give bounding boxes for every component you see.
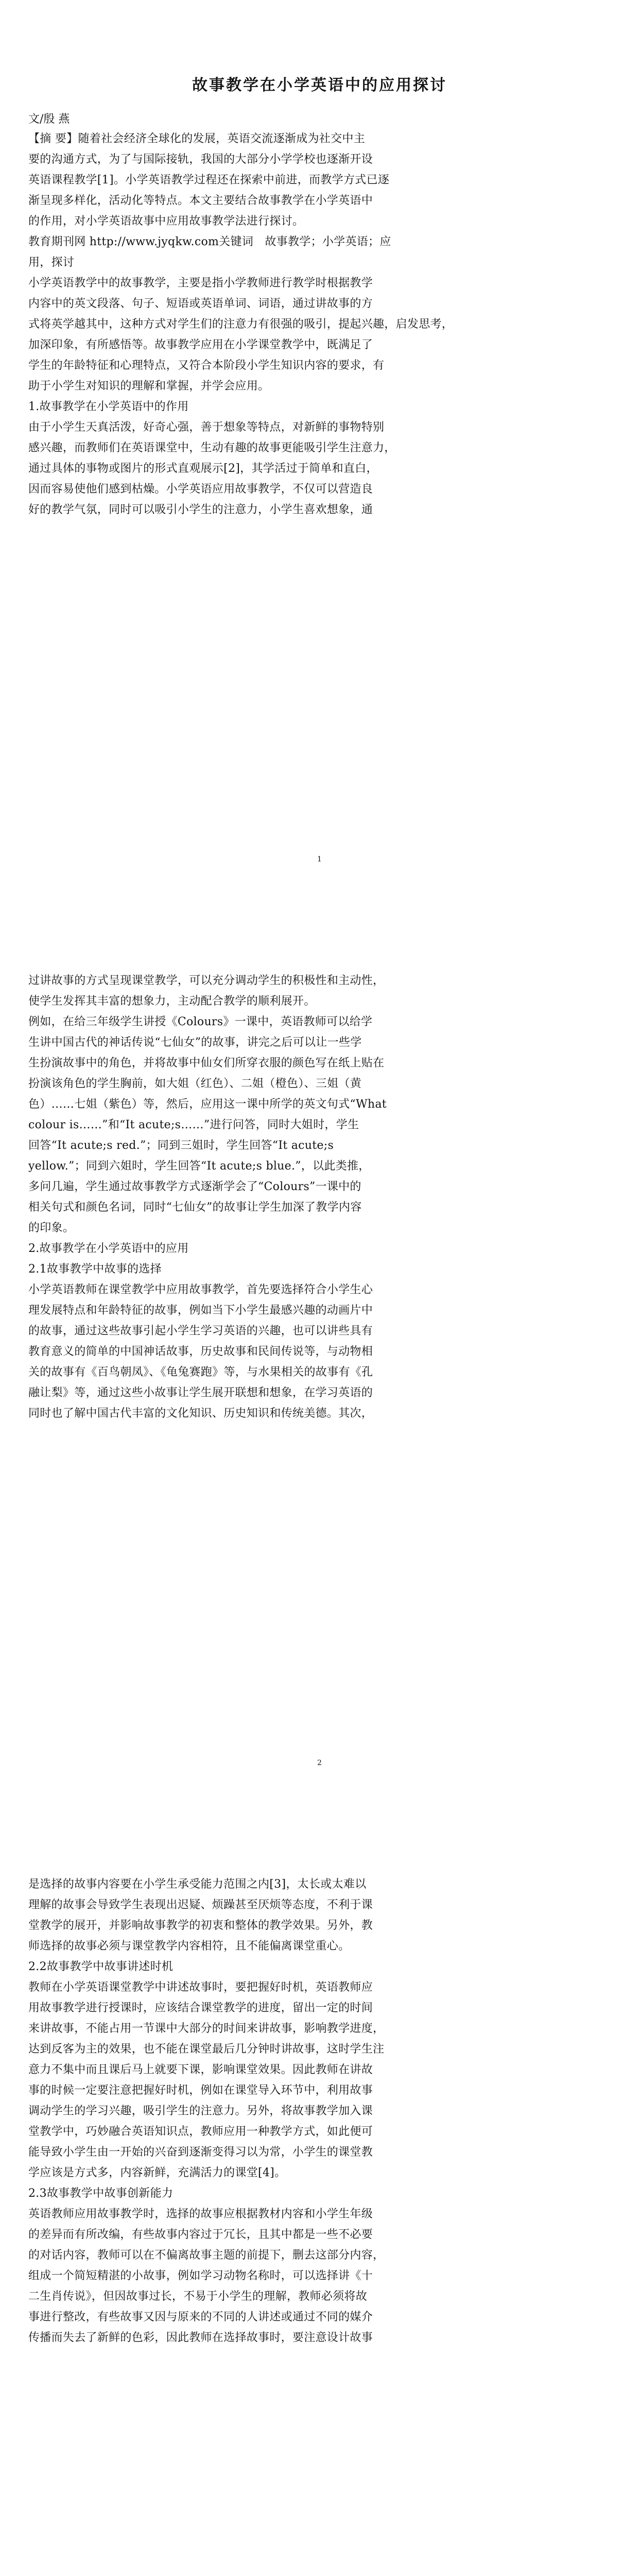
- page-3: [0, 1807, 639, 2576]
- text-line: 内容中的英文段落、句子、短语或英语单词、词语，通过讲故事的方: [28, 297, 373, 310]
- text-line: 学应该是方式多，内容新鲜，充满活力的课堂[4]。: [28, 2166, 286, 2179]
- text-line: 教育期刊网 http://www.jyqkw.com关键词 故事教学；小学英语；应: [28, 235, 391, 248]
- text-line: 能导致小学生由一开始的兴奋到逐渐变得习以为常，小学生的课堂教: [28, 2146, 373, 2159]
- text-line: 加深印象，有所感悟等。故事教学应用在小学课堂教学中，既满足了: [28, 338, 373, 351]
- text-line: 用故事教学进行授课时，应该结合课堂教学的进度，留出一定的时间: [28, 2002, 373, 2014]
- text-line: 例如，在给三年级学生讲授《Colours》一课中，英语教师可以给学: [28, 1015, 373, 1028]
- text-line: 的差异而有所改编，有些故事内容过于冗长，且其中都是一些不必要: [28, 2228, 373, 2241]
- page-number-2: 2: [317, 1759, 322, 1767]
- text-line: 回答“It acute;s red.”；同到三姐时，学生回答“It acute;s: [28, 1139, 334, 1152]
- article-title: 故事教学在小学英语中的应用探讨: [192, 76, 447, 94]
- text-line: 使学生发挥其丰富的想象力，主动配合教学的顺利展开。: [28, 995, 316, 1008]
- text-line: 由于小学生天真活泼，好奇心强，善于想象等特点，对新鲜的事物特别: [28, 421, 385, 434]
- text-line: 生讲中国古代的神话传说“七仙女”的故事，讲完之后可以让一些学: [28, 1036, 362, 1049]
- text-line: 是选择的故事内容要在小学生承受能力范围之内[3]，太长或太难以: [28, 1878, 367, 1891]
- text-line: 事进行整改，有些故事又因与原来的不同的人讲述或通过不同的媒介: [28, 2311, 373, 2324]
- text-line: 堂教学的展开，并影响故事教学的初衷和整体的教学效果。另外，教: [28, 1919, 373, 1932]
- text-line: 英语课程教学[1]。小学英语教学过程还在探索中前进，而教学方式已逐: [28, 174, 390, 187]
- text-line: 2.1故事教学中故事的选择: [28, 1263, 162, 1276]
- text-line: 组成一个简短精湛的小故事，例如学习动物名称时，可以选择讲《十: [28, 2269, 373, 2282]
- text-line: 扮演该角色的学生胸前，如大姐（红色）、二姐（橙色）、三姐（黄: [28, 1077, 362, 1090]
- text-line: 色）……七姐（紫色）等，然后，应用这一课中所学的英文句式“What: [28, 1098, 387, 1111]
- text-line: 好的教学气氛，同时可以吸引小学生的注意力，小学生喜欢想象，通: [28, 503, 373, 516]
- page-3-body: [28, 1874, 606, 2348]
- page-1: [0, 0, 639, 904]
- text-line: 达到反客为主的效果，也不能在课堂最后几分钟时讲故事，这时学生注: [28, 2043, 385, 2056]
- page-2: [0, 904, 639, 1807]
- text-line: 的印象。: [28, 1222, 75, 1234]
- text-line: yellow.”；同到六姐时，学生回答“It acute;s blue.”，以此类推，: [28, 1160, 370, 1173]
- text-line: 过讲故事的方式呈现课堂教学，可以充分调动学生的积极性和主动性，: [28, 974, 385, 987]
- text-line: 2.故事教学在小学英语中的应用: [28, 1242, 189, 1255]
- text-line: 感兴趣，而教师们在英语课堂中，生动有趣的故事更能吸引学生注意力，: [28, 442, 396, 454]
- text-line: 意力不集中而且课后马上就要下课，影响课堂效果。因此教师在讲故: [28, 2063, 373, 2076]
- text-line: 生扮演故事中的角色，并将故事中仙女们所穿衣服的颜色写在纸上贴在: [28, 1057, 385, 1070]
- text-line: 2.3故事教学中故事创新能力: [28, 2187, 174, 2200]
- text-line: 多问几遍，学生通过故事教学方式逐渐学会了“Colours”一课中的: [28, 1180, 361, 1193]
- text-line: 事的时候一定要注意把握好时机，例如在课堂导入环节中，利用故事: [28, 2084, 373, 2097]
- text-line: 关的故事有《百鸟朝凤》、《龟兔赛跑》等，与水果相关的故事有《孔: [28, 1366, 373, 1379]
- text-line: 来讲故事，不能占用一节课中大部分的时间来讲故事，影响教学进度，: [28, 2022, 385, 2035]
- text-line: 2.2故事教学中故事讲述时机: [28, 1960, 174, 1973]
- page-number-1: 1: [317, 855, 322, 863]
- text-line: 要的沟通方式，为了与国际接轨，我国的大部分小学学校也逐渐开设: [28, 153, 373, 166]
- text-line: 渐呈现多样化，活动化等特点。本文主要结合故事教学在小学英语中: [28, 194, 373, 207]
- text-line: 的故事，通过这些故事引起小学生学习英语的兴趣，也可以讲些具有: [28, 1325, 373, 1337]
- text-line: 理解的故事会导致学生表现出迟疑、烦躁甚至厌烦等态度，不利于课: [28, 1899, 373, 1911]
- page-2-body: [28, 971, 606, 1424]
- text-line: 助于小学生对知识的理解和掌握，并学会应用。: [28, 380, 270, 393]
- text-line: 英语教师应用故事教学时，选择的故事应根据教材内容和小学生年级: [28, 2208, 373, 2221]
- text-line: colour is……”和“It acute;s……”进行问答，同时大姐时，学生: [28, 1118, 359, 1131]
- text-line: 二生肖传说》，但因故事过长，不易于小学生的理解，教师必须将故: [28, 2290, 368, 2303]
- text-line: 用，探讨: [28, 256, 75, 269]
- text-line: 同时也了解中国古代丰富的文化知识、历史知识和传统美德。其次，: [28, 1407, 373, 1420]
- text-line: 的作用，对小学英语故事中应用故事教学法进行探讨。: [28, 215, 304, 228]
- text-line: 小学英语教学中的故事教学，主要是指小学教师进行教学时根据教学: [28, 277, 373, 290]
- text-line: 相关句式和颜色名词，同时“七仙女”的故事让学生加深了教学内容: [28, 1201, 362, 1214]
- text-line: 小学英语教师在课堂教学中应用故事教学，首先要选择符合小学生心: [28, 1283, 373, 1296]
- author-line: 文/殷 燕: [28, 113, 70, 126]
- text-line: 的对话内容，教师可以在不偏离故事主题的前提下，删去这部分内容，: [28, 2249, 385, 2262]
- text-line: 传播而失去了新鲜的色彩，因此教师在选择故事时，要注意设计故事: [28, 2331, 373, 2344]
- text-line: 调动学生的学习兴趣，吸引学生的注意力。另外，将故事教学加入课: [28, 2105, 373, 2117]
- text-line: 因而容易使他们感到枯燥。小学英语应用故事教学，不仅可以营造良: [28, 483, 373, 496]
- text-line: 【摘 要】随着社会经济全球化的发展，英语交流逐渐成为社交中主: [28, 132, 365, 145]
- page-1-body: [28, 129, 606, 520]
- text-line: 堂教学中，巧妙融合英语知识点，教师应用一种教学方式，如此便可: [28, 2125, 373, 2138]
- text-line: 1.故事教学在小学英语中的作用: [28, 400, 189, 413]
- text-line: 学生的年龄特征和心理特点，又符合本阶段小学生知识内容的要求，有: [28, 359, 385, 372]
- text-line: 融让梨》等，通过这些小故事让学生展开联想和想象，在学习英语的: [28, 1386, 373, 1399]
- text-line: 教育意义的简单的中国神话故事，历史故事和民间传说等，与动物相: [28, 1345, 373, 1358]
- text-line: 通过具体的事物或图片的形式直观展示[2]，其学活过于简单和直白，: [28, 462, 378, 475]
- text-line: 式将英学越其中，这种方式对学生们的注意力有很强的吸引，提起兴趣，启发思考，: [28, 318, 454, 331]
- text-line: 师选择的故事必须与课堂教学内容相符，且不能偏离课堂重心。: [28, 1940, 350, 1953]
- text-line: 理发展特点和年龄特征的故事，例如当下小学生最感兴趣的动画片中: [28, 1304, 373, 1317]
- text-line: 教师在小学英语课堂教学中讲述故事时，要把握好时机，英语教师应: [28, 1981, 373, 1994]
